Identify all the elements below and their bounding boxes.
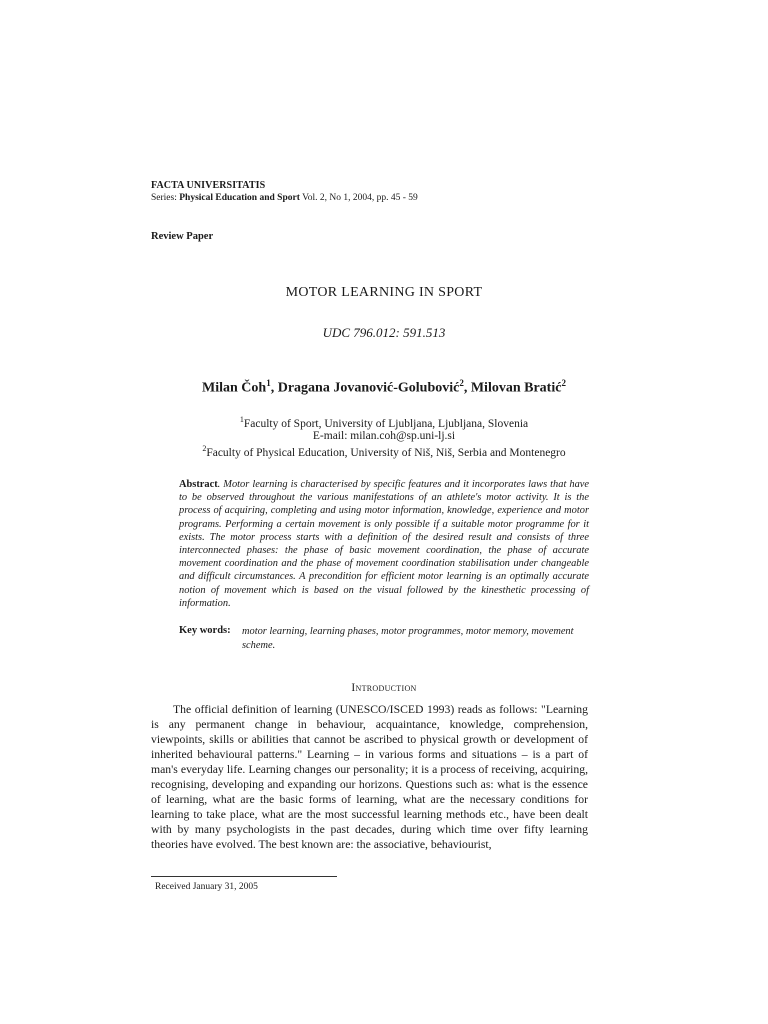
footnote-rule xyxy=(151,876,337,877)
affiliation-1 xyxy=(0,415,768,430)
author-email: E-mail: milan.coh@sp.uni-lj.si xyxy=(312,430,456,442)
abstract-text: . Motor learning is characterised by specific features and it incorporates laws that have to be observed throughout the various manifestations of an athlete's motor activity. It is the process of acquiring, completing and using motor information, knowledge, experience and motor programs. Performing a certain movement is only possible if a suitable motor programme for it exists. The motor process starts with a definition of the desired result and consists of three interconnected phases: the phase of basic movement coordination, the phase of accurate movement coordination and the phase of movement coordination stabilisation under changeable and difficult circumstances. A precondition for efficient motor learning is an optimally accurate notion of movement which is based on the visual followed by the kinesthetic processing of information. xyxy=(179,479,589,609)
series-prefix: Series: xyxy=(151,193,180,203)
affiliation-mark: 2 xyxy=(202,444,207,453)
author-affiliation-mark: 2 xyxy=(561,378,566,388)
author-separator: , xyxy=(270,380,278,396)
series-details: Vol. 2, No 1, 2004, pp. 45 - 59 xyxy=(299,193,418,203)
series-line xyxy=(151,193,418,203)
keywords-label-text: Key words xyxy=(179,625,228,636)
author-name: Milan Čoh xyxy=(202,380,267,396)
author-separator: , xyxy=(463,380,471,396)
keywords-label xyxy=(179,625,231,636)
footnote: Received January 31, 2005 xyxy=(155,882,258,892)
abstract-label: Abstract xyxy=(179,479,218,490)
paper-title: MOTOR LEARNING IN SPORT xyxy=(285,285,483,300)
author-name: Dragana Jovanović-Golubović xyxy=(277,380,460,396)
series-name: Physical Education and Sport xyxy=(179,193,300,203)
keywords-label-colon: : xyxy=(227,625,231,636)
affiliation-text: Faculty of Physical Education, University of Niš, Niš, Serbia and Montenegro xyxy=(206,446,566,459)
body-paragraph: The official definition of learning (UNESCO/ISCED 1993) reads as follows: "Learning is any permanent change in behaviour, acquaintance, knowledge, comprehension, viewpoints, skills or abilities that cannot be ascribed to physical growth or development of inherited behavioural patterns." Learning – in various forms and situations – is a part of man's everyday life. Learning changes our personality; it is a process of receiving, acquiring, recognising, developing and expanding our horizons. Questions such as: what is the essence of learning, what are the basic forms of learning, what are the necessary conditions for learning to take place, what are the most successful learning methods etc., have been dealt with by many psychologists in the past decades, during which time over fifty learning theories have evolved. The best known are: the associative, behaviourist, xyxy=(151,703,588,851)
author-name: Milovan Bratić xyxy=(470,380,562,396)
author-affiliation-mark: 2 xyxy=(459,378,464,388)
affiliation-2 xyxy=(0,444,768,459)
keywords-text: motor learning, learning phases, motor programmes, motor memory, movement scheme. xyxy=(242,626,574,651)
journal-name: FACTA UNIVERSITATIS xyxy=(151,180,266,191)
abstract-block xyxy=(179,478,589,610)
udc-code: UDC 796.012: 591.513 xyxy=(322,325,446,340)
affiliation-text: Faculty of Sport, University of Ljubljana, Ljubljana, Slovenia xyxy=(243,417,529,430)
affiliation-mark: 1 xyxy=(239,415,244,424)
author-affiliation-mark: 1 xyxy=(266,378,271,388)
paper-type: Review Paper xyxy=(151,231,214,242)
section-heading: Introduction xyxy=(351,682,417,694)
author-list xyxy=(0,378,768,397)
